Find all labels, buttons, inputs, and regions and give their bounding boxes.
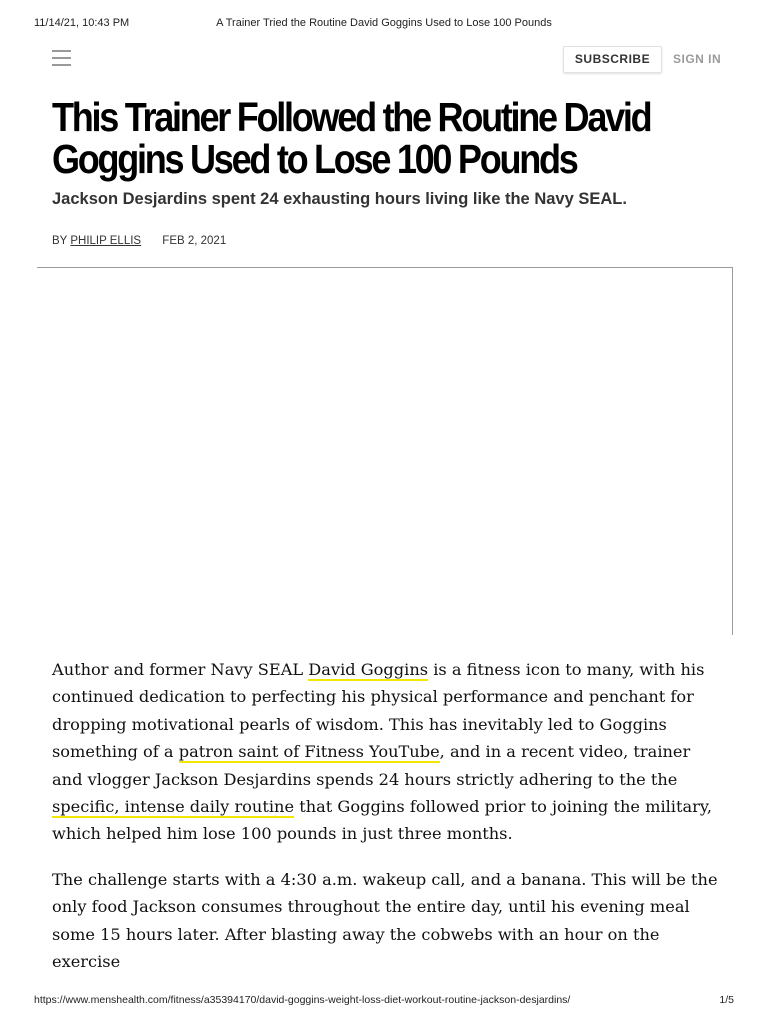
byline-prefix: BY: [52, 235, 68, 247]
print-page-number: 1/5: [719, 994, 734, 1006]
print-url: https://www.menshealth.com/fitness/a35394170/david-goggins-weight-loss-diet-workout-routine-jackson-desjardins/: [34, 994, 571, 1006]
hamburger-icon[interactable]: [52, 50, 71, 68]
publish-date: FEB 2, 2021: [162, 235, 227, 247]
paragraph-text: , and in a recent video, trainer and vlogger Jackson Desjardins spends 24 hours strictly adhering to the the: [52, 742, 691, 789]
author-link[interactable]: PHILIP ELLIS: [70, 235, 142, 247]
paragraph-text: is a fitness icon to many, with his continued dedication to perfecting his physical performance and penchant for dropping motivational pearls of wisdom. This has inevitably led to Goggins something of a: [52, 660, 705, 762]
article-body: [52, 656, 722, 993]
article-dek: Jackson Desjardins spent 24 exhausting hours living like the Navy SEAL.: [52, 190, 627, 208]
david-goggins-link[interactable]: David Goggins: [308, 660, 429, 679]
daily-routine-link[interactable]: specific, intense daily routine: [52, 797, 295, 817]
subscribe-button[interactable]: SUBSCRIBE: [563, 46, 662, 73]
paragraph-text: Author and former Navy SEAL: [52, 660, 309, 679]
article-headline: This Trainer Followed the Routine David Goggins Used to Lose 100 Pounds: [52, 94, 651, 182]
fitness-youtube-link[interactable]: patron saint of Fitness YouTube: [178, 742, 440, 762]
paragraph-2: The challenge starts with a 4:30 a.m. wakeup call, and a banana. This will be the only food Jackson consumes throughout the entire day, until his evening meal some 15 hours later. After blasting away the cobwebs with an hour on the exercise: [52, 869, 718, 972]
print-footer: [0, 992, 768, 1012]
print-page-title: A Trainer Tried the Routine David Goggins Used to Lose 100 Pounds: [216, 17, 552, 29]
site-nav: [0, 40, 768, 80]
print-datetime: 11/14/21, 10:43 PM: [34, 17, 130, 29]
paragraph-1: [52, 656, 722, 848]
sign-in-link[interactable]: SIGN IN: [673, 52, 722, 66]
paragraph-text: that Goggins followed prior to joining the military, which helped him lose 100 pounds in just three months.: [52, 797, 713, 844]
byline: [52, 235, 226, 247]
hero-media-frame: [37, 267, 733, 635]
print-header: [0, 0, 768, 40]
